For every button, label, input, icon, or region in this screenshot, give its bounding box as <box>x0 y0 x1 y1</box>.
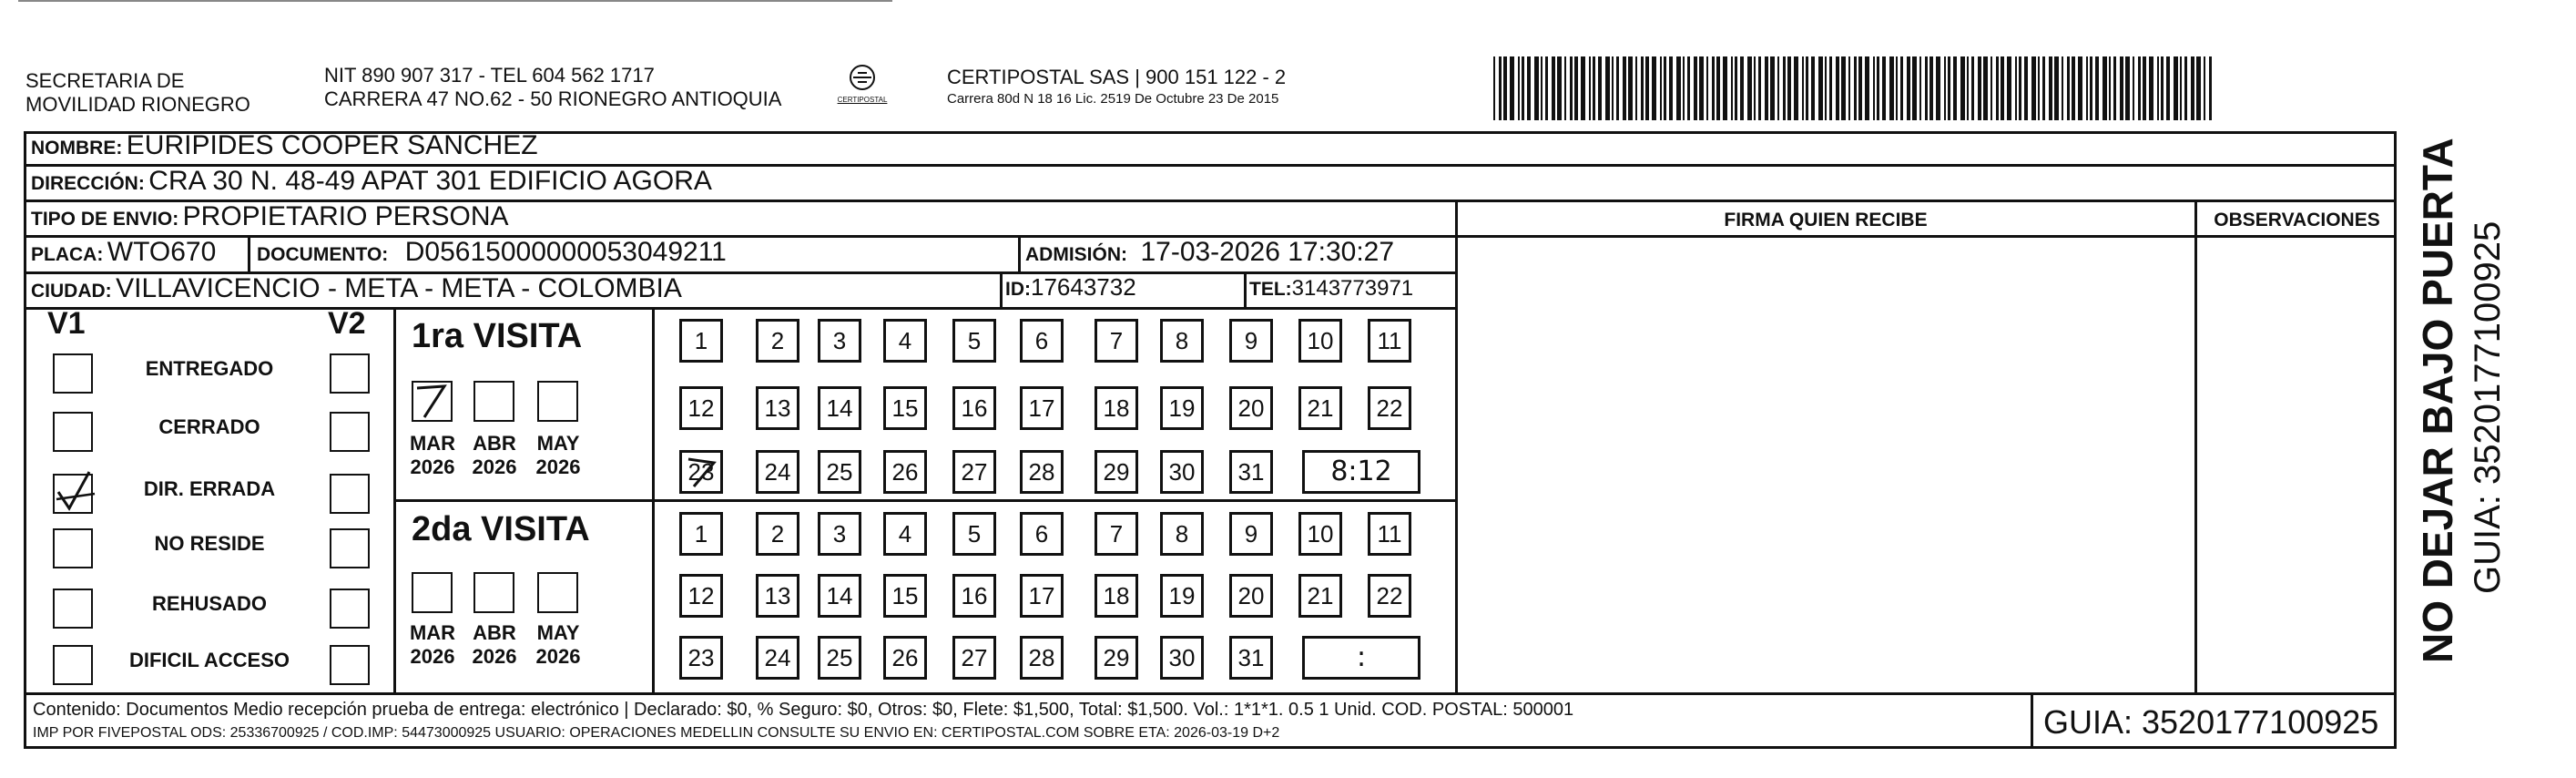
first-visit-day-box[interactable]: 6 <box>1020 319 1064 363</box>
sender-contact-block <box>324 64 781 111</box>
id-value: 17643732 <box>1031 273 1136 301</box>
barcode-bar <box>2054 56 2059 120</box>
first-visit-day-box[interactable]: 12 <box>679 386 723 430</box>
row-divider <box>1457 235 2397 238</box>
v2-checkbox[interactable] <box>330 353 370 394</box>
second-visit-day-box[interactable]: 5 <box>952 512 996 556</box>
second-visit-day-box[interactable]: 29 <box>1095 636 1138 680</box>
visit-divider <box>393 499 1457 502</box>
barcode-bar <box>1825 56 1827 120</box>
first-visit-day-box[interactable]: 2 <box>756 319 799 363</box>
barcode-bar <box>1978 56 1981 120</box>
barcode-bar <box>2157 56 2159 120</box>
tel-label: TEL: <box>1249 279 1292 300</box>
barcode-bar <box>1806 56 1808 120</box>
v1-checkbox[interactable] <box>53 412 93 452</box>
nombre-row <box>31 130 538 161</box>
barcode-bar <box>1841 56 1846 120</box>
second-visit-month-checkbox[interactable] <box>537 572 578 613</box>
barcode-bar <box>2038 56 2040 120</box>
barcode-bar <box>1783 56 1786 120</box>
admision-label: ADMISIÓN: <box>1025 244 1127 265</box>
first-visit-day-box[interactable]: 5 <box>952 319 996 363</box>
barcode-bar <box>2090 56 2092 120</box>
barcode-bar <box>1503 56 1507 120</box>
barcode-bar <box>1740 56 1744 120</box>
barcode-bar <box>1758 56 1761 120</box>
handwritten-strike-mark <box>679 450 723 498</box>
barcode-bar <box>2015 56 2017 120</box>
status-label: NO RESIDE <box>154 532 265 555</box>
first-visit-day-box[interactable]: 20 <box>1229 386 1273 430</box>
courier-line-2: Carrera 80d N 18 16 Lic. 2519 De Octubre 23 De 2015 <box>947 91 1279 107</box>
tel-value: 3143773971 <box>1291 276 1414 301</box>
id-field <box>1005 273 1136 302</box>
tipo-row <box>31 201 509 232</box>
row-divider <box>24 307 1457 310</box>
barcode-bar <box>2072 56 2075 120</box>
barcode-bar <box>2120 56 2123 120</box>
barcode-bar <box>1564 56 1566 120</box>
month-name: ABR <box>473 432 516 455</box>
col-divider <box>1018 235 1021 273</box>
barcode-bar <box>1900 56 1903 120</box>
address-line: CARRERA 47 NO.62 - 50 RIONEGRO ANTIOQUIA <box>324 87 782 110</box>
second-visit-day-box[interactable]: 14 <box>818 574 861 618</box>
second-visit-month-label <box>526 621 590 669</box>
barcode-bar <box>2001 56 2004 120</box>
barcode-bar <box>2049 56 2052 120</box>
second-visit-day-box[interactable]: 3 <box>818 512 861 556</box>
barcode-bar <box>1628 56 1633 120</box>
month-name: MAR <box>409 621 456 644</box>
barcode-bar <box>1873 56 1875 120</box>
handwritten-check-mark <box>413 383 450 419</box>
barcode-bar <box>1854 56 1857 120</box>
second-visit-day-box[interactable]: 20 <box>1229 574 1273 618</box>
barcode-bar <box>1669 56 1673 120</box>
first-visit-month-label <box>463 432 526 479</box>
second-visit-title: 2da VISITA <box>412 510 590 548</box>
v2-checkbox[interactable] <box>330 474 370 514</box>
first-visit-day-box[interactable]: 9 <box>1229 319 1273 363</box>
barcode-bar <box>2196 56 2201 120</box>
barcode-bar <box>1818 56 1823 120</box>
barcode-bar <box>2007 56 2011 120</box>
barcode-bar <box>1687 56 1690 120</box>
barcode-bar <box>2042 56 2045 120</box>
second-visit-day-box[interactable]: 31 <box>1229 636 1273 680</box>
barcode-bar <box>1829 56 1832 120</box>
barcode-bar <box>1912 56 1917 120</box>
handwritten-check-mark <box>53 466 98 518</box>
barcode-bar <box>1877 56 1879 120</box>
v1-checkbox[interactable] <box>53 528 93 568</box>
barcode-bar <box>2086 56 2088 120</box>
barcode-bar <box>1747 56 1752 120</box>
barcode-bar <box>1557 56 1562 120</box>
first-visit-title: 1ra VISITA <box>412 317 583 355</box>
second-visit-day-box[interactable]: 11 <box>1368 512 1411 556</box>
barcode-bar <box>1522 56 1524 120</box>
month-year: 2026 <box>472 456 517 478</box>
first-visit-day-box[interactable]: 1 <box>679 319 723 363</box>
second-visit-day-box[interactable]: 30 <box>1160 636 1204 680</box>
barcode-bar <box>1699 56 1704 120</box>
second-visit-day-box[interactable]: 9 <box>1229 512 1273 556</box>
first-visit-month-label <box>526 432 590 479</box>
barcode-bar <box>1712 56 1715 120</box>
logo-text: CERTIPOSTAL <box>837 96 888 104</box>
barcode-bar <box>2062 56 2063 120</box>
barcode-bar <box>1541 56 1543 120</box>
month-year: 2026 <box>535 456 581 478</box>
first-visit-day-box[interactable]: 17 <box>1020 386 1064 430</box>
barcode-bar <box>1598 56 1602 120</box>
barcode-bar <box>1889 56 1894 120</box>
barcode-bar <box>1925 56 1928 120</box>
admision-value: 17-03-2026 17:30:27 <box>1140 237 1395 267</box>
first-visit-day-box[interactable]: 29 <box>1095 450 1138 494</box>
first-visit-month-checkbox[interactable] <box>412 381 453 422</box>
barcode-bar <box>1645 56 1649 120</box>
second-visit-day-box[interactable]: 12 <box>679 574 723 618</box>
barcode-bar <box>1731 56 1733 120</box>
second-visit-day-box[interactable]: 22 <box>1368 574 1411 618</box>
col-divider <box>2031 692 2033 749</box>
barcode-bar <box>2113 56 2116 120</box>
barcode-bar <box>1612 56 1614 120</box>
nombre-value: EURIPIDES COOPER SANCHEZ <box>126 130 538 160</box>
v2-checkbox[interactable] <box>330 528 370 568</box>
barcode-bar <box>1929 56 1933 120</box>
v2-checkbox[interactable] <box>330 589 370 629</box>
second-visit-day-box[interactable]: 4 <box>883 512 927 556</box>
barcode-bar <box>1882 56 1886 120</box>
courier-block <box>947 66 1286 107</box>
barcode-bar <box>1896 56 1898 120</box>
barcode-bar <box>2095 56 2099 120</box>
side-guia: GUIA: 3520177100925 <box>2468 220 2508 594</box>
first-visit-day-box[interactable]: 19 <box>1160 386 1204 430</box>
footer-guia: GUIA: 3520177100925 <box>2043 703 2379 741</box>
sender-line-2: MOVILIDAD RIONEGRO <box>25 93 250 116</box>
barcode-bar <box>2024 56 2028 120</box>
certipostal-logo <box>830 64 894 104</box>
second-visit-month-checkbox[interactable] <box>412 572 453 613</box>
placa-label: PLACA: <box>31 244 104 265</box>
second-visit-day-box[interactable]: 23 <box>679 636 723 680</box>
barcode-bar <box>1983 56 1988 120</box>
tipo-label: TIPO DE ENVIO: <box>31 209 179 230</box>
direccion-row <box>31 166 712 197</box>
barcode-bar <box>2191 56 2194 120</box>
first-visit-day-box[interactable]: 30 <box>1160 450 1204 494</box>
barcode-bar <box>1510 56 1514 120</box>
barcode-bar <box>1936 56 1940 120</box>
barcode-bar <box>1735 56 1737 120</box>
month-year: 2026 <box>410 645 455 668</box>
second-visit-day-box[interactable]: 15 <box>883 574 927 618</box>
barcode-bar <box>1499 56 1502 120</box>
documento-value: D05615000000053049211 <box>404 237 727 267</box>
sender-block <box>25 69 250 117</box>
barcode-bar <box>1593 56 1595 120</box>
second-visit-day-box[interactable]: 17 <box>1020 574 1064 618</box>
first-visit-day-box[interactable]: 23 <box>679 450 723 494</box>
second-visit-day-box[interactable]: 18 <box>1095 574 1138 618</box>
barcode-bar <box>2209 56 2212 120</box>
second-visit-day-box[interactable]: 10 <box>1298 512 1342 556</box>
barcode-bar <box>1706 56 1708 120</box>
first-visit-day-box[interactable]: 8 <box>1160 319 1204 363</box>
barcode-bar <box>2138 56 2141 120</box>
barcode-bar <box>1652 56 1656 120</box>
second-visit-day-box[interactable]: 26 <box>883 636 927 680</box>
barcode-bar <box>1623 56 1626 120</box>
first-visit-day-box[interactable]: 28 <box>1020 450 1064 494</box>
documento-label: DOCUMENTO: <box>257 244 389 265</box>
status-label: DIR. ERRADA <box>143 477 276 500</box>
placa-value: WTO670 <box>107 237 217 267</box>
tipo-value: PROPIETARIO PERSONA <box>182 201 509 231</box>
barcode-bar <box>1907 56 1910 120</box>
barcode-bar <box>2133 56 2134 120</box>
first-visit-day-box[interactable]: 3 <box>818 319 861 363</box>
first-visit-day-box[interactable]: 16 <box>952 386 996 430</box>
second-visit-month-checkbox[interactable] <box>473 572 514 613</box>
second-visit-day-box[interactable]: 6 <box>1020 512 1064 556</box>
tel-field <box>1249 276 1413 302</box>
barcode-bar <box>1802 56 1804 120</box>
first-visit-day-box[interactable]: 18 <box>1095 386 1138 430</box>
month-year: 2026 <box>535 645 581 668</box>
first-visit-month-label <box>401 432 464 479</box>
col-divider <box>1455 200 1458 694</box>
barcode-bar <box>1991 56 1992 120</box>
first-visit-day-box[interactable]: 26 <box>883 450 927 494</box>
barcode-bar <box>1848 56 1850 120</box>
barcode-bar <box>1770 56 1775 120</box>
firma-header: FIRMA QUIEN RECIBE <box>1724 210 1928 230</box>
barcode-bar <box>1836 56 1839 120</box>
barcode-bar <box>1971 56 1974 120</box>
month-name: MAR <box>409 432 456 455</box>
barcode-bar <box>2109 56 2111 120</box>
v2-label: V2 <box>328 306 366 341</box>
barcode-bar <box>1944 56 1946 120</box>
second-visit-month-label <box>463 621 526 669</box>
barcode-bar <box>1635 56 1637 120</box>
barcode-bar <box>2103 56 2107 120</box>
barcode-bar <box>1574 56 1578 120</box>
first-visit-time-box[interactable]: 8:12 <box>1302 450 1420 494</box>
first-visit-month-checkbox[interactable] <box>537 381 578 422</box>
barcode <box>1493 56 2222 120</box>
first-visit-day-box[interactable]: 10 <box>1298 319 1342 363</box>
first-visit-month-checkbox[interactable] <box>473 381 514 422</box>
sender-line-1: SECRETARIA DE <box>25 69 185 92</box>
barcode-bar <box>1552 56 1555 120</box>
row-divider <box>24 692 2397 695</box>
courier-line-1: CERTIPOSTAL SAS | 900 151 122 - 2 <box>947 66 1287 88</box>
first-visit-day-box[interactable]: 4 <box>883 319 927 363</box>
first-visit-day-box[interactable]: 15 <box>883 386 927 430</box>
side-warning: NO DEJAR BAJO PUERTA <box>2414 138 2461 663</box>
barcode-bar <box>1777 56 1779 120</box>
barcode-bar <box>1570 56 1573 120</box>
barcode-bar <box>1493 56 1495 120</box>
nit-line: NIT 890 907 317 - TEL 604 562 1717 <box>324 64 655 87</box>
month-name: MAY <box>536 432 580 455</box>
barcode-bar <box>1811 56 1815 120</box>
first-visit-day-box[interactable]: 25 <box>818 450 861 494</box>
second-visit-day-box[interactable]: 21 <box>1298 574 1342 618</box>
ciudad-field <box>31 273 682 304</box>
barcode-bar <box>1960 56 1965 120</box>
first-visit-day-box[interactable]: 13 <box>756 386 799 430</box>
second-visit-day-box[interactable]: 8 <box>1160 512 1204 556</box>
first-visit-day-box[interactable]: 27 <box>952 450 996 494</box>
barcode-bar <box>2143 56 2146 120</box>
col-divider <box>2194 200 2197 694</box>
v1-checkbox[interactable] <box>53 645 93 685</box>
barcode-bar <box>1676 56 1681 120</box>
documento-field <box>257 237 727 268</box>
barcode-bar <box>2204 56 2205 120</box>
second-visit-day-box[interactable]: 24 <box>756 636 799 680</box>
barcode-bar <box>1518 56 1520 120</box>
barcode-bar <box>1605 56 1610 120</box>
barcode-bar <box>1694 56 1697 120</box>
barcode-bar <box>1641 56 1644 120</box>
barcode-bar <box>2031 56 2036 120</box>
second-visit-time-box[interactable]: : <box>1302 636 1420 680</box>
first-visit-day-box[interactable]: 21 <box>1298 386 1342 430</box>
barcode-bar <box>1616 56 1619 120</box>
barcode-bar <box>1787 56 1791 120</box>
footer-line-2: IMP POR FIVEPOSTAL ODS: 25336700925 / COD.IMP: 54473000925 USUARIO: OPERACIONES MEDELLIN CONSULTE SU ENVIO EN: CERTIPOSTAL.COM SOBRE ETA: 2026-03-19 D+2 <box>33 725 1280 741</box>
barcode-bar <box>1723 56 1727 120</box>
status-label: DIFICIL ACCESO <box>128 649 290 671</box>
direccion-label: DIRECCIÓN: <box>31 173 145 194</box>
second-visit-day-box[interactable]: 1 <box>679 512 723 556</box>
barcode-bar <box>1683 56 1685 120</box>
status-label: CERRADO <box>158 415 260 438</box>
v1-label: V1 <box>47 306 86 341</box>
scan-artifact-line <box>18 0 892 2</box>
second-visit-day-box[interactable]: 25 <box>818 636 861 680</box>
nombre-label: NOMBRE: <box>31 138 123 159</box>
v2-checkbox[interactable] <box>330 412 370 452</box>
barcode-bar <box>2078 56 2082 120</box>
second-visit-day-box[interactable]: 2 <box>756 512 799 556</box>
barcode-bar <box>1589 56 1591 120</box>
observaciones-header: OBSERVACIONES <box>2214 210 2380 230</box>
second-visit-day-box[interactable]: 28 <box>1020 636 1064 680</box>
barcode-bar <box>2125 56 2130 120</box>
footer-line-1: Contenido: Documentos Medio recepción prueba de entrega: electrónico | Declarado: $0, % Seguro: $0, Otros: $0, Flete: $1,500, Total: $1,500. Vol.: 1*1*1. 0.5 1 Unid. COD. POSTAL: 500001 <box>33 700 1574 720</box>
second-visit-day-box[interactable]: 13 <box>756 574 799 618</box>
month-name: MAY <box>536 621 580 644</box>
barcode-bar <box>2019 56 2021 120</box>
first-visit-day-box[interactable]: 14 <box>818 386 861 430</box>
placa-field <box>31 237 216 268</box>
barcode-bar <box>1765 56 1768 120</box>
barcode-bar <box>2184 56 2187 120</box>
barcode-bar <box>1545 56 1548 120</box>
ciudad-value: VILLAVICENCIO - META - META - COLOMBIA <box>116 273 682 303</box>
barcode-bar <box>1660 56 1662 120</box>
v2-checkbox[interactable] <box>330 645 370 685</box>
barcode-bar <box>1967 56 1969 120</box>
barcode-bar <box>1716 56 1720 120</box>
status-label: ENTREGADO <box>145 357 274 380</box>
ciudad-label: CIUDAD: <box>31 281 112 302</box>
certipostal-logo-icon <box>846 64 879 91</box>
second-visit-day-box[interactable]: 27 <box>952 636 996 680</box>
first-visit-day-box[interactable]: 24 <box>756 450 799 494</box>
second-visit-day-box[interactable]: 16 <box>952 574 996 618</box>
barcode-bar <box>2067 56 2070 120</box>
first-visit-day-box[interactable]: 7 <box>1095 319 1138 363</box>
barcode-bar <box>1664 56 1666 120</box>
month-year: 2026 <box>410 456 455 478</box>
barcode-bar <box>1527 56 1531 120</box>
barcode-bar <box>1948 56 1950 120</box>
admision-field <box>1025 237 1394 268</box>
barcode-bar <box>2166 56 2170 120</box>
first-visit-day-box[interactable]: 22 <box>1368 386 1411 430</box>
barcode-bar <box>2174 56 2178 120</box>
barcode-bar <box>1996 56 1999 120</box>
month-name: ABR <box>473 621 516 644</box>
barcode-bar <box>1953 56 1957 120</box>
second-visit-day-box[interactable]: 19 <box>1160 574 1204 618</box>
barcode-bar <box>2161 56 2164 120</box>
barcode-bar <box>2180 56 2182 120</box>
second-visit-month-label <box>401 621 464 669</box>
barcode-bar <box>1534 56 1539 120</box>
v1-checkbox[interactable] <box>53 353 93 394</box>
col-divider <box>1000 271 1003 310</box>
barcode-bar <box>1858 56 1862 120</box>
second-visit-day-box[interactable]: 7 <box>1095 512 1138 556</box>
barcode-bar <box>2149 56 2153 120</box>
col-divider <box>1244 271 1247 310</box>
status-label: REHUSADO <box>152 592 267 615</box>
direccion-value: CRA 30 N. 48-49 APAT 301 EDIFICIO AGORA <box>148 166 712 196</box>
id-label: ID: <box>1005 279 1031 300</box>
barcode-bar <box>1581 56 1585 120</box>
barcode-bar <box>1865 56 1869 120</box>
first-visit-day-box[interactable]: 31 <box>1229 450 1273 494</box>
barcode-bar <box>1794 56 1798 120</box>
first-visit-day-box[interactable]: 11 <box>1368 319 1411 363</box>
col-divider <box>248 235 250 273</box>
v1-checkbox[interactable] <box>53 589 93 629</box>
barcode-bar <box>1919 56 1921 120</box>
month-year: 2026 <box>472 645 517 668</box>
barcode-bar <box>1754 56 1756 120</box>
